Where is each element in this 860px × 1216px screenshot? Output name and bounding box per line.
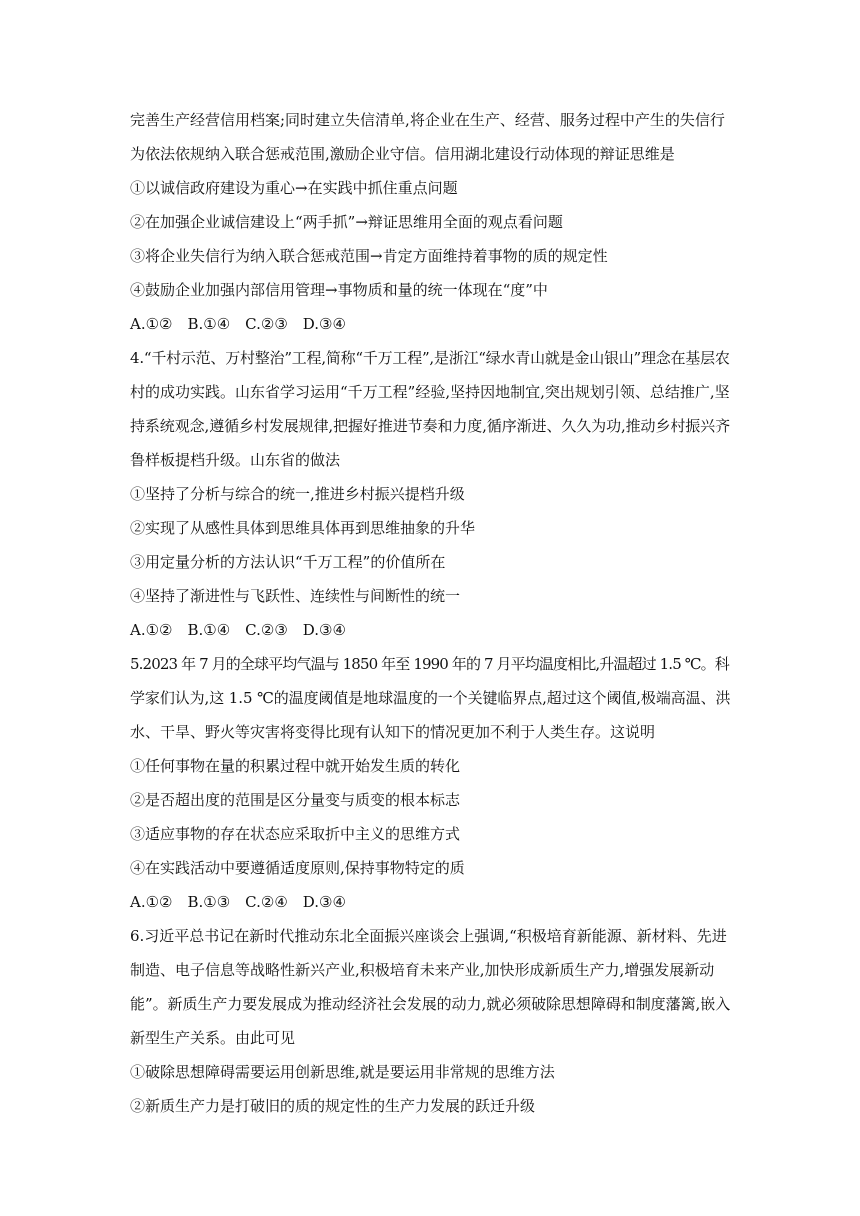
question-4-text: 4.“千村示范、万村整治”工程,简称“千万工程”,是浙江“绿水青山就是金山银山”理念在基层农 xyxy=(130,349,730,367)
option-line: ②新质生产力是打破旧的质的规定性的生产力发展的跃迁升级 xyxy=(130,1097,536,1115)
question-6-text: 能”。新质生产力要发展成为推动经济社会发展的动力,就必须破除思想障碍和制度藩篱,嵌入 xyxy=(130,995,731,1013)
option-line: ①破除思想障碍需要运用创新思维,就是要运用非常规的思维方法 xyxy=(130,1063,555,1081)
option-line: ①任何事物在量的积累过程中就开始发生质的转化 xyxy=(130,757,461,775)
answer-choices: A.①② B.①④ C.②③ D.③④ xyxy=(130,315,346,333)
text-line: 为依法依规纳入联合惩戒范围,激励企业守信。信用湖北建设行动体现的辩证思维是 xyxy=(130,145,675,163)
option-line: ④鼓励企业加强内部信用管理→事物质和量的统一体现在“度”中 xyxy=(130,281,548,299)
question-4-text: 持系统观念,遵循乡村发展规律,把握好推进节奏和力度,循序渐进、久久为功,推动乡村振兴齐 xyxy=(130,417,730,435)
option-line: ②在加强企业诚信建设上“两手抓”→辩证思维用全面的观点看问题 xyxy=(130,213,563,231)
question-6-text: 6.习近平总书记在新时代推动东北全面振兴座谈会上强调,“积极培育新能源、新材料、先进 xyxy=(130,927,727,945)
question-5-text: 水、干旱、野火等灾害将变得比现有认知下的情况更加不利于人类生存。这说明 xyxy=(130,723,656,741)
answer-choices: A.①② B.①③ C.②④ D.③④ xyxy=(130,893,346,911)
question-4-text: 鲁样板提档升级。山东省的做法 xyxy=(130,451,341,469)
option-line: ①以诚信政府建设为重心→在实践中抓住重点问题 xyxy=(130,179,458,197)
option-line: ②是否超出度的范围是区分量变与质变的根本标志 xyxy=(130,791,461,809)
answer-choices: A.①② B.①④ C.②③ D.③④ xyxy=(130,621,346,639)
option-line: ③将企业失信行为纳入联合惩戒范围→肯定方面维持着事物的质的规定性 xyxy=(130,247,608,265)
option-line: ③用定量分析的方法认识“千万工程”的价值所在 xyxy=(130,553,446,571)
question-6-text: 新型生产关系。由此可见 xyxy=(130,1029,296,1047)
text-line: 完善生产经营信用档案;同时建立失信清单,将企业在生产、经营、服务过程中产生的失信行 xyxy=(130,111,725,129)
option-line: ④坚持了渐进性与飞跃性、连续性与间断性的统一 xyxy=(130,587,461,605)
question-5-text: 学家们认为,这 1.5 ℃的温度阈值是地球温度的一个关键临界点,超过这个阈值,极端高温、洪 xyxy=(130,689,731,707)
question-6-text: 制造、电子信息等战略性新兴产业,积极培育未来产业,加快形成新质生产力,增强发展新动 xyxy=(130,961,715,979)
question-5-text: 5.2023 年 7 月的全球平均气温与 1850 年至 1990 年的 7 月平均温度相比,升温超过 1.5 ℃。科 xyxy=(130,655,729,673)
option-line: ②实现了从感性具体到思维具体再到思维抽象的升华 xyxy=(130,519,476,537)
option-line: ④在实践活动中要遵循适度原则,保持事物特定的质 xyxy=(130,859,465,877)
option-line: ①坚持了分析与综合的统一,推进乡村振兴提档升级 xyxy=(130,485,465,503)
option-line: ③适应事物的存在状态应采取折中主义的思维方式 xyxy=(130,825,461,843)
question-4-text: 村的成功实践。山东省学习运用“千万工程”经验,坚持因地制宜,突出规划引领、总结推广,坚 xyxy=(130,383,730,401)
